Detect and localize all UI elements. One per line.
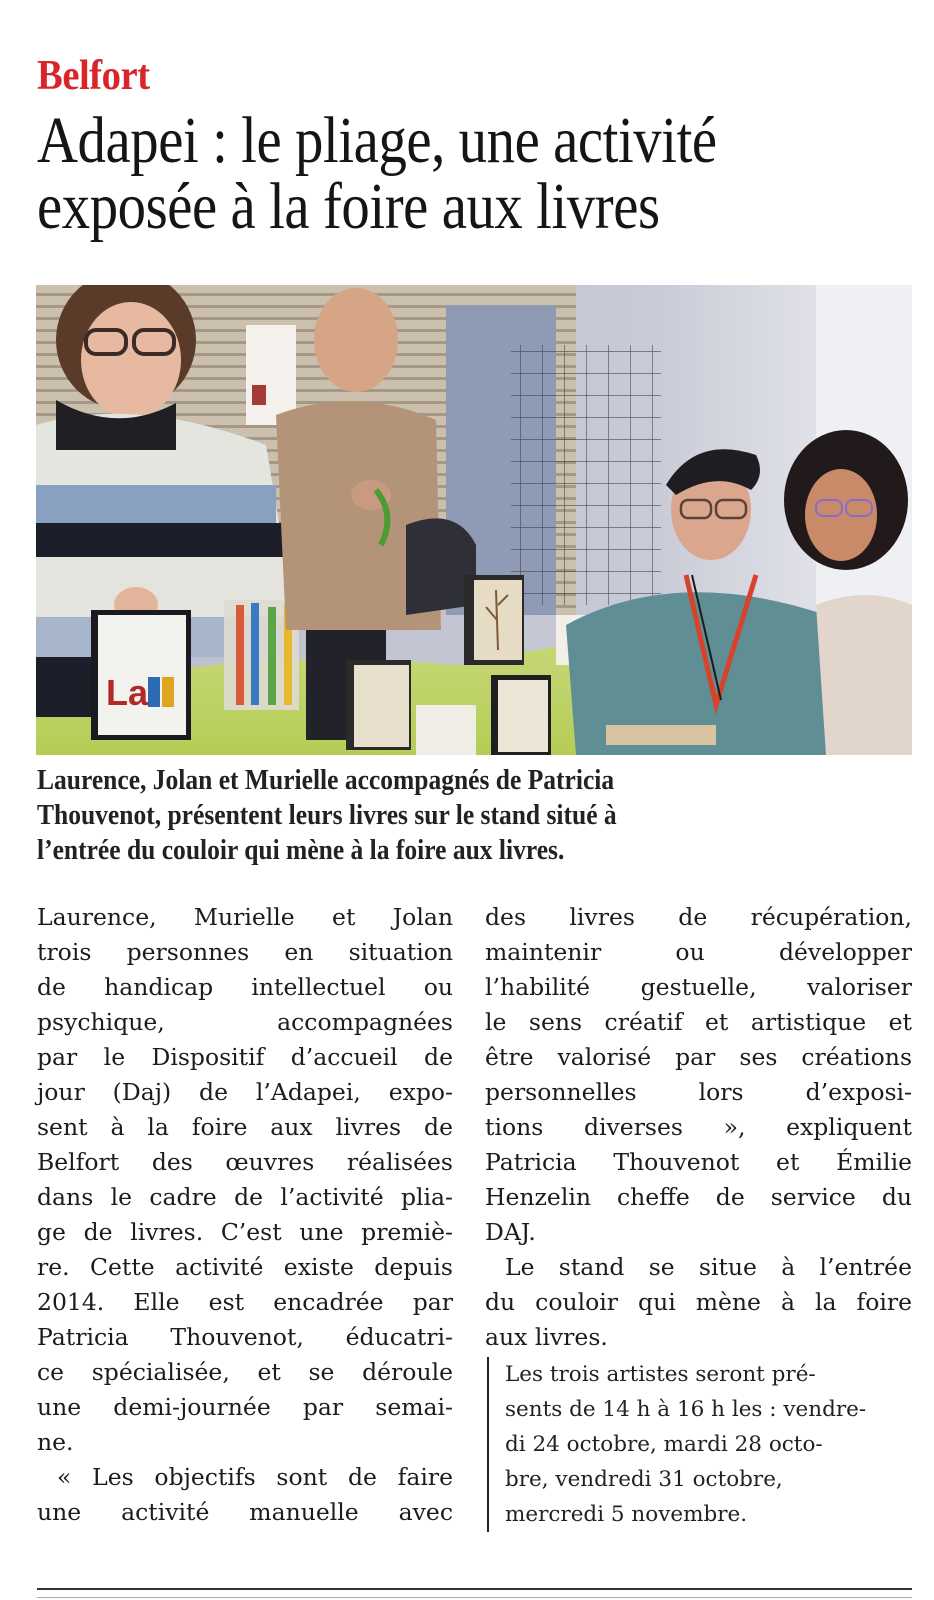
body-line: de handicap intellectuel ou <box>37 973 453 1001</box>
body-line: jour (Daj) de l’Adapei, expo- <box>37 1078 453 1106</box>
body-line: des livres de récupération, <box>485 903 912 931</box>
body-line: Le stand se situe à l’entrée <box>505 1253 912 1281</box>
photo-caption <box>37 763 917 868</box>
body-line: sent à la foire aux livres de <box>37 1113 453 1141</box>
caption-line: Thouvenot, présentent leurs livres sur le stand situé à <box>37 799 617 831</box>
infobox-line: Les trois artistes seront pré- <box>505 1362 816 1387</box>
body-line: ce spécialisée, et se déroule <box>37 1358 453 1386</box>
infobox-line: di 24 octobre, mardi 28 octo- <box>505 1432 823 1457</box>
body-line: Laurence, Murielle et Jolan <box>37 903 453 931</box>
schedule-infobox <box>487 1357 930 1532</box>
body-line: Belfort des œuvres réalisées <box>37 1148 453 1176</box>
bottom-rule-light <box>37 1597 912 1598</box>
body-line: Patricia Thouvenot et Émilie <box>485 1148 912 1176</box>
infobox-line: sents de 14 h à 16 h les : vendre- <box>505 1397 867 1422</box>
body-line: ge de livres. C’est une premiè- <box>37 1218 453 1246</box>
body-line: être valorisé par ses créations <box>485 1043 912 1071</box>
body-line: tions diverses », expliquent <box>485 1113 912 1141</box>
bottom-rule <box>37 1588 912 1590</box>
body-line: l’habilité gestuelle, valoriser <box>485 973 912 1001</box>
svg-text:La: La <box>106 672 149 713</box>
body-line: Henzelin cheffe de service du <box>485 1183 912 1211</box>
body-line: 2014. Elle est encadrée par <box>37 1288 453 1316</box>
body-column-left <box>37 900 453 1530</box>
body-line: trois personnes en situation <box>37 938 453 966</box>
body-line: une activité manuelle avec <box>37 1498 453 1526</box>
body-line: une demi-journée par semai- <box>37 1393 453 1421</box>
body-column-right <box>485 900 912 1355</box>
headline-line: exposée à la foire aux livres <box>37 170 660 243</box>
body-line: DAJ. <box>485 1218 536 1246</box>
body-line: le sens créatif et artistique et <box>485 1008 912 1036</box>
headline <box>37 104 897 243</box>
article-photo <box>36 285 912 755</box>
body-line: aux livres. <box>485 1323 608 1351</box>
body-line: Patricia Thouvenot, éducatri- <box>37 1323 453 1351</box>
body-line: dans le cadre de l’activité plia- <box>37 1183 453 1211</box>
headline-line: Adapei : le pliage, une activité <box>37 104 717 177</box>
section-kicker: Belfort <box>37 53 150 99</box>
body-line: personnelles lors d’exposi- <box>485 1078 912 1106</box>
body-line: maintenir ou développer <box>485 938 912 966</box>
body-line: ne. <box>37 1428 74 1456</box>
infobox-line: bre, vendredi 31 octobre, <box>505 1467 783 1492</box>
caption-line: l’entrée du couloir qui mène à la foire aux livres. <box>37 834 565 866</box>
caption-line: Laurence, Jolan et Murielle accompagnés de Patricia <box>37 764 615 796</box>
body-line: « Les objectifs sont de faire <box>57 1463 453 1491</box>
body-line: re. Cette activité existe depuis <box>37 1253 453 1281</box>
body-line: psychique, accompagnées <box>37 1008 453 1036</box>
body-line: du couloir qui mène à la foire <box>485 1288 912 1316</box>
body-line: par le Dispositif d’accueil de <box>37 1043 453 1071</box>
infobox-line: mercredi 5 novembre. <box>505 1502 748 1527</box>
